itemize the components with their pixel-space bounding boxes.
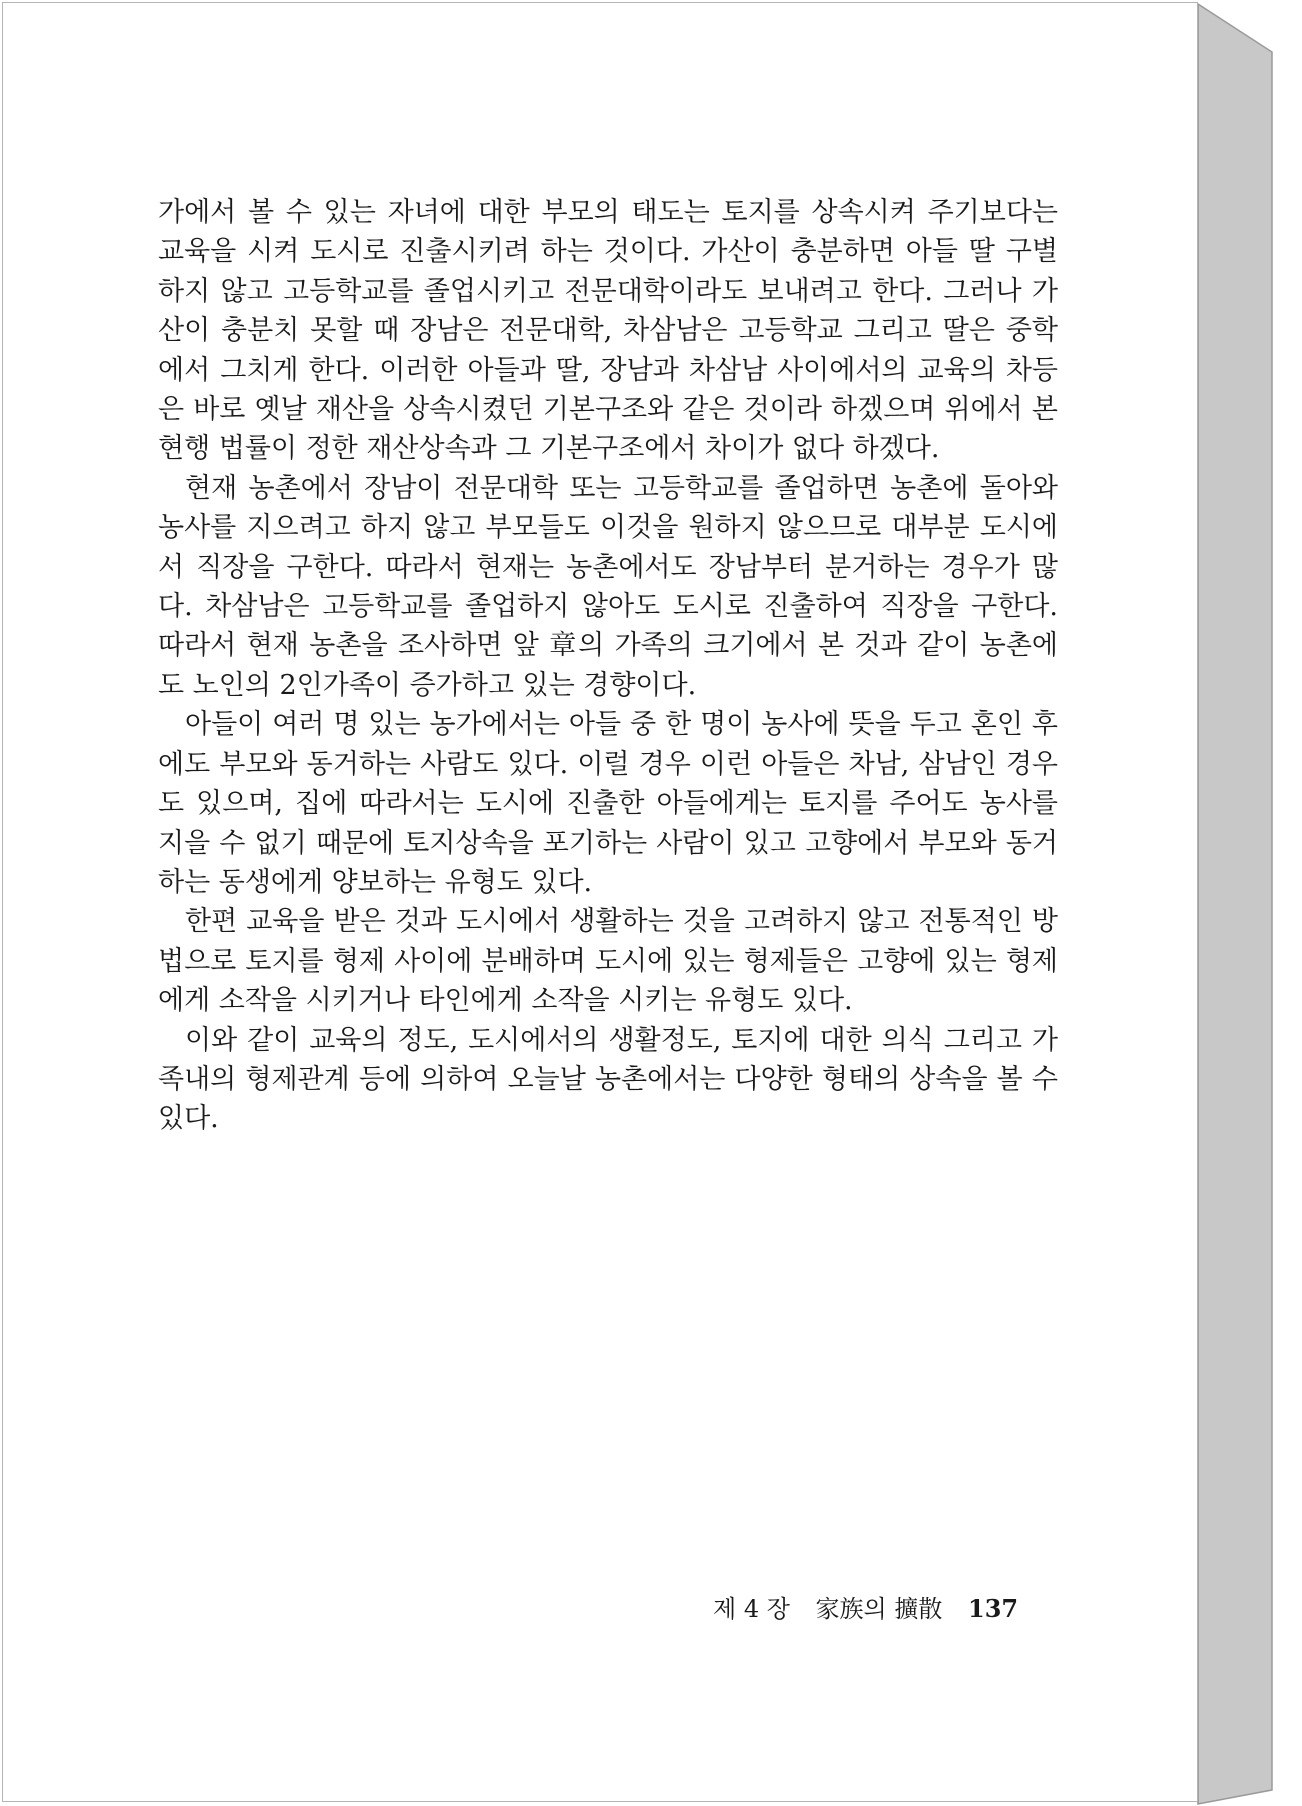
paragraph-5: 이와 같이 교육의 정도, 도시에서의 생활정도, 토지에 대한 의식 그리고 가족내의 형제관계 등에 의하여 오늘날 농촌에서는 다양한 형태의 상속을 볼 수 있다. bbox=[158, 1024, 1058, 1135]
paragraph-2: 현재 농촌에서 장남이 전문대학 또는 고등학교를 졸업하면 농촌에 돌아와 농사를 지으려고 하지 않고 부모들도 이것을 원하지 않으므로 대부분 도시에서 직장을 구한다. 따라서 현재는 농촌에서도 장남부터 분거하는 경우가 많다. 차삼남은 고등학교를 졸업하지 않아도 도시로 진출하여 직장을 구한다. 따라서 현재 농촌을 조사하면 앞 章의 가족의 크기에서 본 것과 같이 농촌에도 노인의 2인가족이 증가하고 있는 경향이다. bbox=[158, 472, 1058, 701]
section-title: 家族의 擴散 bbox=[815, 1595, 943, 1623]
body-text bbox=[158, 193, 1058, 1139]
chapter-label: 제 4 장 bbox=[713, 1595, 790, 1623]
page-number: 137 bbox=[968, 1594, 1019, 1623]
paragraph-3: 아들이 여러 명 있는 농가에서는 아들 중 한 명이 농사에 뜻을 두고 혼인 후에도 부모와 동거하는 사람도 있다. 이럴 경우 이런 아들은 차남, 삼남인 경우도 있으며, 집에 따라서는 도시에 진출한 아들에게는 토지를 주어도 농사를 지을 수 없기 때문에 토지상속을 포기하는 사람이 있고 고향에서 부모와 동거하는 동생에게 양보하는 유형도 있다. bbox=[158, 709, 1058, 898]
paragraph-1: 가에서 볼 수 있는 자녀에 대한 부모의 태도는 토지를 상속시켜 주기보다는 교육을 시켜 도시로 진출시키려 하는 것이다. 가산이 충분하면 아들 딸 구별하지 않고 고등학교를 졸업시키고 전문대학이라도 보내려고 한다. 그러나 가산이 충분치 못할 때 장남은 전문대학, 차삼남은 고등학교 그리고 딸은 중학에서 그치게 한다. 이러한 아들과 딸, 장남과 차삼남 사이에서의 교육의 차등은 바로 옛날 재산을 상속시켰던 기본구조와 같은 것이라 하겠으며 위에서 본 현행 법률이 정한 재산상속과 그 기본구조에서 차이가 없다 하겠다. bbox=[158, 197, 1058, 465]
paragraph-4: 한편 교육을 받은 것과 도시에서 생활하는 것을 고려하지 않고 전통적인 방법으로 토지를 형제 사이에 분배하며 도시에 있는 형제들은 고향에 있는 형제에게 소작을 시키거나 타인에게 소작을 시키는 유형도 있다. bbox=[158, 906, 1058, 1017]
running-footer bbox=[713, 1589, 1018, 1624]
book-page bbox=[2, 2, 1198, 1802]
